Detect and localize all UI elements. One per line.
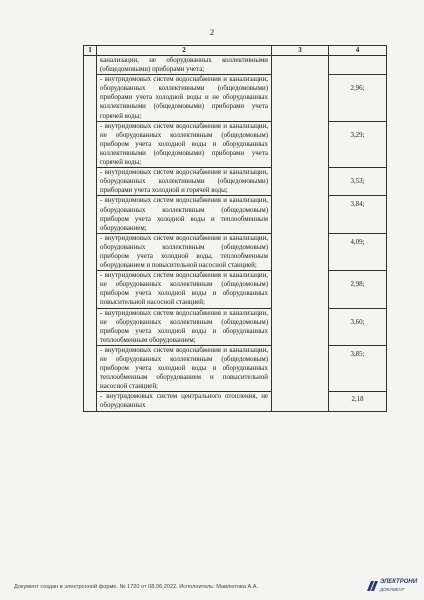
row-description	[97, 75, 272, 121]
description-text: - внутридомовых систем водоснабжения и канализации, оборудованных коллективными (общедомовыми) приборами учета холодной и горячей воды;	[100, 169, 268, 195]
table-row	[84, 196, 387, 233]
value-text: 3,84;	[350, 201, 365, 209]
row-description	[97, 271, 272, 308]
row-value	[329, 345, 387, 391]
description-text: - внутридомовых систем водоснабжения и канализации, не оборудованных коллективным (общедомовым) прибором учета холодной воды и оборудованных теплообменным оборудованием;	[100, 309, 268, 344]
description-text: - внутридомовых систем водоснабжения и канализации, оборудованных коллективным (общедомовым) прибором учета холодной воды и теплообменным оборудованием;	[100, 197, 268, 232]
row-description	[97, 168, 272, 196]
header-col-2: 2	[97, 46, 272, 56]
row-value	[329, 271, 387, 308]
row-description	[97, 56, 272, 75]
description-text: - внутридомовых систем водоснабжения и канализации, не оборудованных коллективным (общедомовым) прибором учета холодной воды и оборудованных коллективными (общедомовыми) приборами учета горячей воды;	[100, 122, 268, 167]
table-row	[84, 56, 387, 75]
row-value	[329, 392, 387, 411]
table-header-row	[84, 46, 387, 56]
row-description	[97, 345, 272, 391]
logo-text	[380, 579, 417, 594]
row-value	[329, 168, 387, 196]
description-text: - внутридомовых систем водоснабжения и канализации, оборудованных коллективным (общедомовым) прибором учета холодной воды, теплообменным оборудованием и повысительной насосной станцией;	[100, 234, 268, 270]
row-description	[97, 196, 272, 233]
value-text: 3,29;	[350, 131, 365, 139]
value-text: 3,85;	[350, 350, 365, 358]
value-text: 2,96;	[350, 85, 365, 93]
header-col-1: 1	[84, 46, 97, 56]
document-logo-icon	[366, 580, 379, 592]
row-value	[329, 233, 387, 270]
row-value	[329, 196, 387, 233]
value-text: 3,60;	[350, 318, 365, 326]
row-description	[97, 392, 272, 411]
logo-line-2: ДОКУМЕНТ	[380, 587, 405, 592]
table-row	[84, 233, 387, 270]
row-description	[97, 233, 272, 270]
electronic-document-logo	[366, 579, 418, 593]
table-row	[84, 121, 387, 167]
table-row	[84, 392, 387, 411]
table-row	[84, 75, 387, 121]
header-col-3: 3	[272, 46, 329, 56]
value-text: 4,09;	[350, 238, 365, 246]
description-text: - внутридомовых систем центрального отопления, не оборудованных	[100, 393, 268, 410]
description-text: - внутридомовых систем водоснабжения и канализации, не оборудованных коллективным (общедомовым) прибором учета холодной воды и оборудованных теплообменным оборудованием и повысительной насосной станцией;	[100, 346, 268, 391]
column-3-cell	[272, 56, 329, 412]
value-text: 2,98;	[350, 281, 365, 289]
description-text: канализации, не оборудованных коллективными (общедомовыми) приборами учета;	[100, 57, 268, 74]
table-row	[84, 345, 387, 391]
header-col-4: 4	[329, 46, 387, 56]
row-value	[329, 56, 387, 75]
tariff-table	[83, 45, 387, 412]
table-row	[84, 308, 387, 345]
row-value	[329, 308, 387, 345]
description-text: - внутридомовых систем водоснабжения и канализации, оборудованных коллективными (общедомовыми) приборами учета холодной воды и не оборудованных коллективными (общедомовыми) приборами учета горячей воды;	[100, 76, 268, 120]
row-description	[97, 121, 272, 167]
logo-line-1: ЭЛЕКТРОНИ	[380, 579, 418, 585]
table-row	[84, 168, 387, 196]
row-value	[329, 75, 387, 121]
description-text: - внутридомовых систем водоснабжения и канализации, не оборудованных коллективным (общедомовым) прибором учета холодной воды и оборудованных повысительной насосной станцией;	[100, 272, 268, 307]
document-footer: Документ создан в электронной форме. № 1720 от 08.06.2022. Исполнитель: Мавлютова А.А.	[14, 584, 259, 590]
value-text: 2,18	[351, 396, 364, 404]
row-description	[97, 308, 272, 345]
value-text: 3,53;	[350, 178, 365, 186]
row-number-cell	[84, 56, 97, 412]
row-value	[329, 121, 387, 167]
page-number: 2	[209, 27, 215, 37]
table-row	[84, 271, 387, 308]
